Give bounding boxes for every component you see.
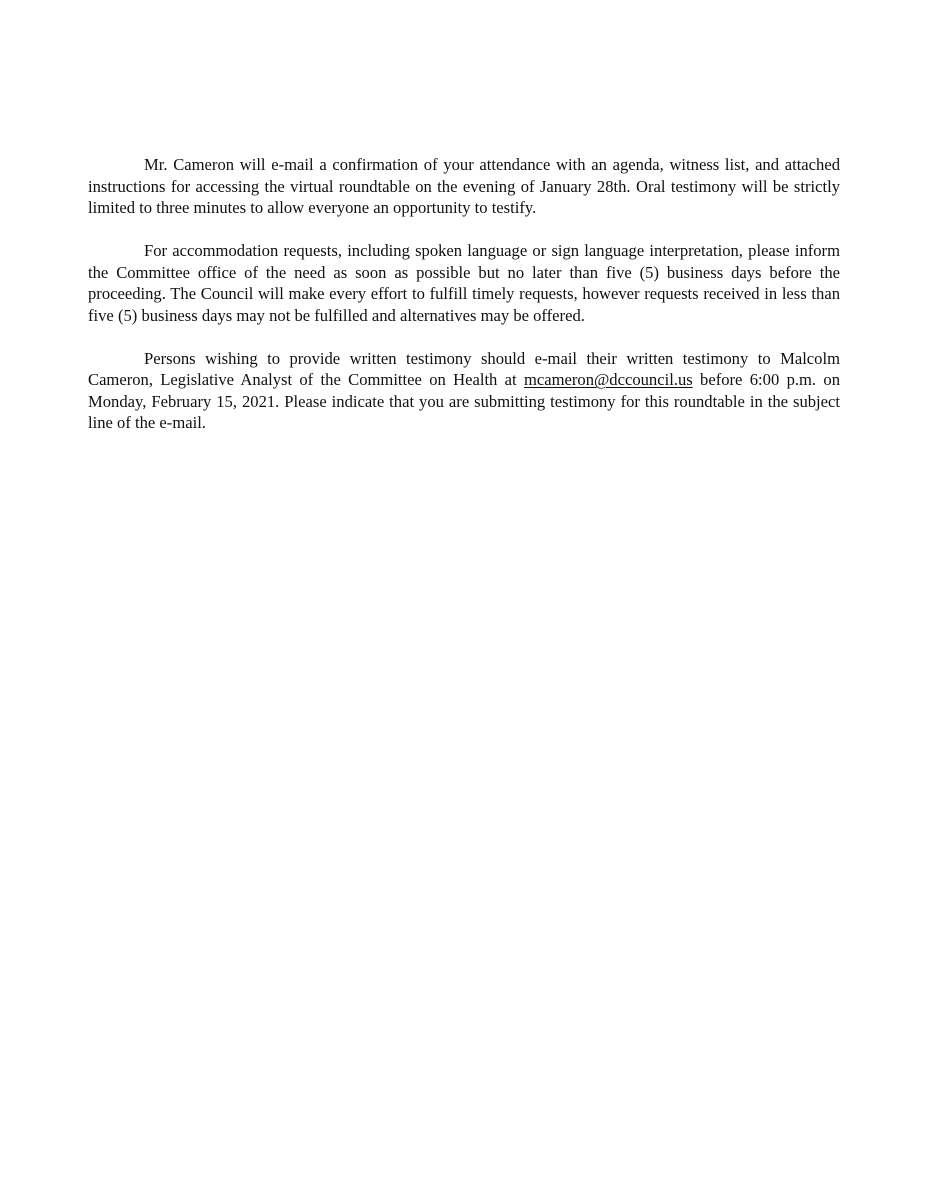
written-testimony-text-end: before 6:00 p.m. on Monday, February 15, 2021. Please indicate that you are submitting testimony for this roundtable in the subject line of the e-mail. <box>88 370 841 432</box>
accommodation-paragraph: For accommodation requests, including spoken language or sign language interpretation, please inform the Committee office of the need as soon as possible but no later than five (5) business days before the proceeding. The Council will make every effort to fulfill timely requests, however requests received in less than five (5) business days may not be fulfilled and alternatives may be offered. <box>88 241 840 325</box>
document-body <box>88 154 840 434</box>
written-testimony-paragraph <box>88 348 840 434</box>
email-link[interactable]: mcameron@dccouncil.us <box>524 370 693 389</box>
attendance-paragraph: Mr. Cameron will e-mail a confirmation of your attendance with an agenda, witness list, and attached instructions for accessing the virtual roundtable on the evening of January 28th. Oral testimony will be strictly limited to three minutes to allow everyone an opportunity to testify. <box>88 155 840 217</box>
written-testimony-text-start: Persons wishing to provide written testimony should e-mail their written testimony to Malcolm Cameron, Legislative Analyst of the Committee on Health at <box>88 348 840 389</box>
